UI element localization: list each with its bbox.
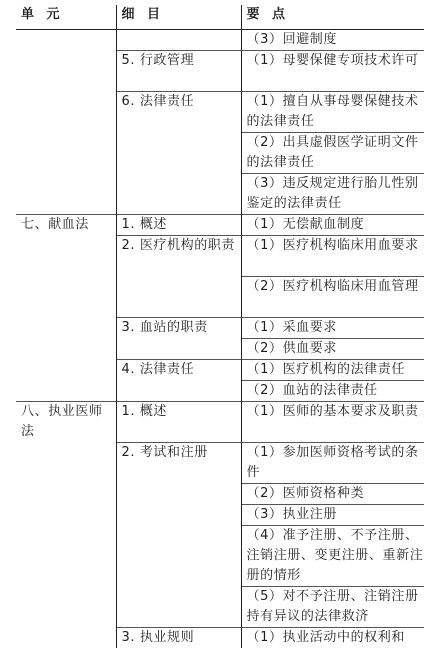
point-cell: （5）对不予注册、注销注册持有异议的法律救济 (241, 587, 424, 628)
point-cell: （2）医疗机构临床用血管理 (241, 277, 424, 318)
subunit-cell: 5. 行政管理 (116, 51, 241, 92)
point-cell: （2）血站的法律责任 (241, 381, 424, 402)
point-cell: （2）医师资格种类 (241, 484, 424, 505)
subunit-cell (116, 30, 241, 51)
table-header-row (16, 5, 424, 30)
subunit-cell: 6. 法律责任 (116, 92, 241, 215)
point-cell: （1）参加医师资格考试的条件 (241, 443, 424, 484)
point-cell: （2）供血要求 (241, 339, 424, 360)
point-cell: （2）出具虚假医学证明文件的法律责任 (241, 133, 424, 174)
subunit-cell: 1. 概述 (116, 402, 241, 443)
subunit-cell: 2. 考试和注册 (116, 443, 241, 628)
point-cell: （3）回避制度 (241, 30, 424, 51)
unit-cell (16, 30, 116, 215)
header-subunit: 细 目 (116, 5, 241, 30)
table-row (16, 402, 424, 443)
table-row (16, 215, 424, 236)
unit-cell: 七、献血法 (16, 215, 116, 402)
subunit-cell: 3. 血站的职责 (116, 318, 241, 360)
point-cell: （1）采血要求 (241, 318, 424, 339)
point-cell: （1）医疗机构临床用血要求 (241, 236, 424, 277)
subunit-cell: 4. 法律责任 (116, 360, 241, 402)
syllabus-table (16, 5, 424, 648)
table-row (16, 30, 424, 51)
point-cell: （1）医疗机构的法律责任 (241, 360, 424, 381)
point-cell: （1）无偿献血制度 (241, 215, 424, 236)
header-points: 要 点 (241, 5, 424, 30)
point-cell: （4）准予注册、不予注册、注销注册、变更注册、重新注册的情形 (241, 526, 424, 587)
point-cell: （1）母婴保健专项技术许可 (241, 51, 424, 92)
point-cell: （3）违反规定进行胎儿性别鉴定的法律责任 (241, 174, 424, 215)
unit-cell: 八、执业医师法 (16, 402, 116, 649)
point-cell: （1）擅自从事母婴保健技术的法律责任 (241, 92, 424, 133)
point-cell: （1）执业活动中的权利和 (241, 628, 424, 649)
subunit-cell: 3. 执业规则 (116, 628, 241, 649)
header-unit: 单 元 (16, 5, 116, 30)
point-cell: （3）执业注册 (241, 505, 424, 526)
point-cell: （1）医师的基本要求及职责 (241, 402, 424, 443)
subunit-cell: 2. 医疗机构的职责 (116, 236, 241, 318)
subunit-cell: 1. 概述 (116, 215, 241, 236)
